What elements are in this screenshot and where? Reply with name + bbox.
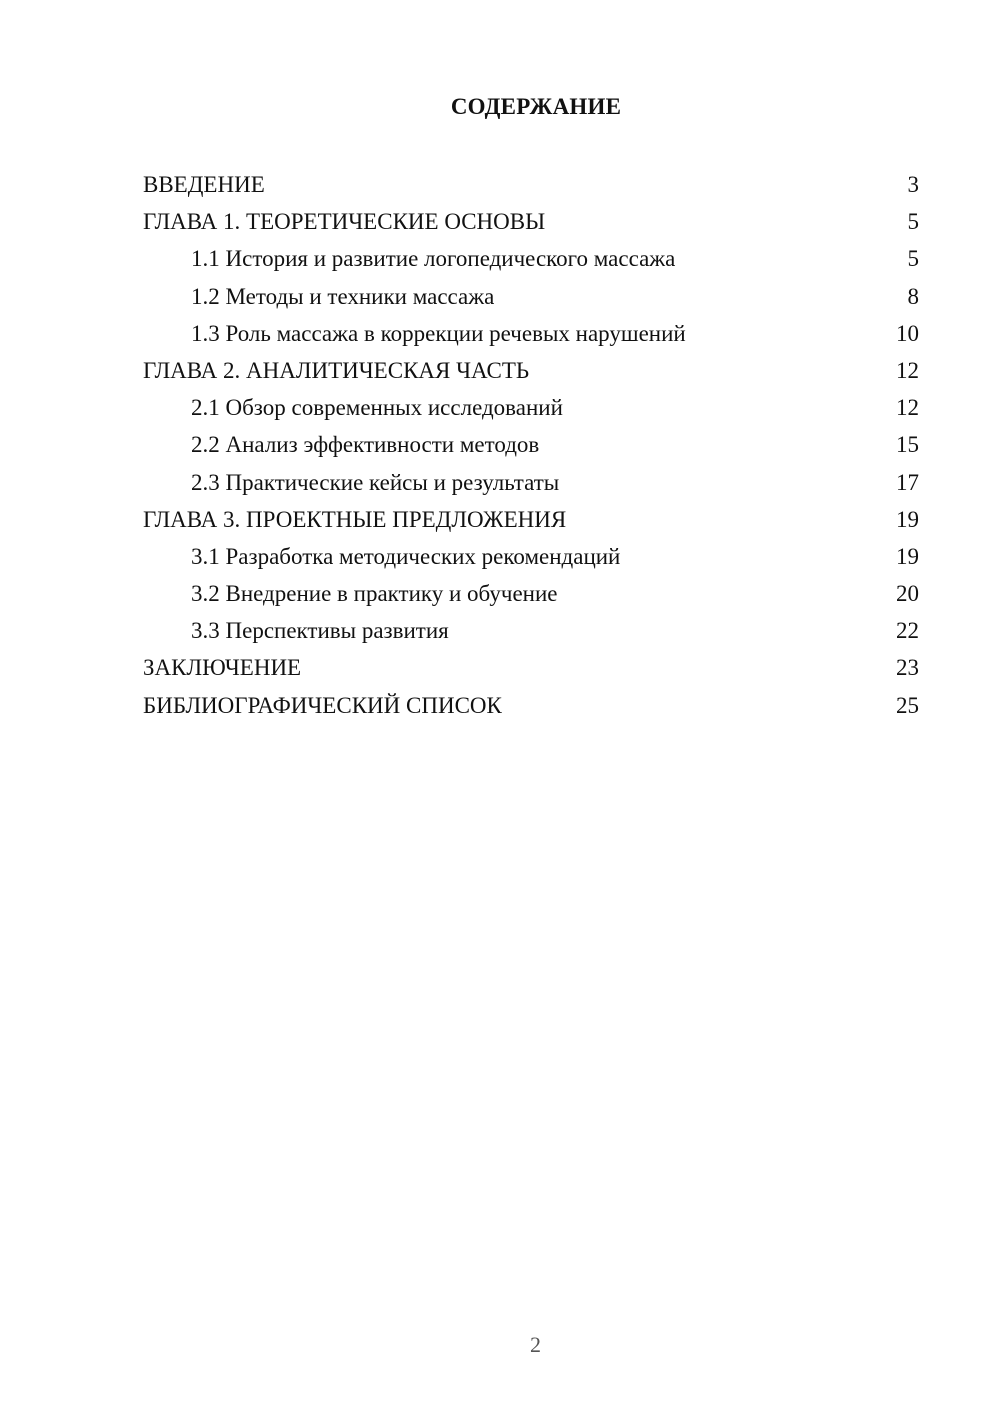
toc-entry-label: БИБЛИОГРАФИЧЕСКИЙ СПИСОК — [143, 692, 502, 718]
toc-entry-page: 8 — [907, 283, 919, 309]
toc-entry-chapter-3 — [143, 501, 919, 538]
toc-entry-section-3-3 — [143, 612, 919, 649]
toc-entry-label: 2.3 Практические кейсы и результаты — [191, 469, 560, 495]
toc-entry-label: ГЛАВА 2. АНАЛИТИЧЕСКАЯ ЧАСТЬ — [143, 357, 530, 383]
toc-entry-section-3-1 — [143, 538, 919, 575]
toc-entry-page: 17 — [896, 469, 919, 495]
toc-entry-page: 3 — [907, 172, 919, 197]
toc-entry-page: 12 — [896, 357, 919, 383]
toc-entry-label: 2.2 Анализ эффективности методов — [191, 432, 540, 458]
toc-entry-chapter-1 — [143, 203, 919, 240]
toc-entry-label: ГЛАВА 3. ПРОЕКТНЫЕ ПРЕДЛОЖЕНИЯ — [143, 506, 567, 532]
toc-entry-page: 20 — [896, 581, 919, 607]
toc-entry-conclusion — [143, 649, 919, 686]
toc-entry-chapter-2 — [143, 352, 919, 389]
toc-entry-page: 19 — [896, 506, 919, 532]
toc-entry-page: 12 — [896, 395, 919, 421]
toc-entry-page: 5 — [907, 246, 919, 272]
toc-entry-introduction — [143, 166, 919, 203]
page-number: 2 — [530, 1332, 541, 1357]
table-of-contents — [143, 166, 919, 724]
toc-entry-page: 23 — [896, 655, 919, 681]
toc-entry-section-2-1 — [143, 389, 919, 426]
toc-entry-page: 5 — [907, 209, 919, 235]
toc-entry-page: 10 — [896, 320, 919, 346]
toc-entry-section-1-3 — [143, 315, 919, 352]
toc-entry-label: ЗАКЛЮЧЕНИЕ — [143, 655, 302, 681]
toc-entry-label: 2.1 Обзор современных исследований — [191, 395, 563, 421]
page-title: СОДЕРЖАНИЕ — [450, 94, 622, 119]
toc-entry-label: 1.3 Роль массажа в коррекции речевых нарушений — [191, 320, 686, 346]
toc-entry-label: 1.1 История и развитие логопедического массажа — [191, 246, 676, 272]
toc-entry-label: 3.1 Разработка методических рекомендаций — [191, 543, 621, 569]
toc-entry-page: 25 — [896, 692, 919, 718]
toc-entry-section-2-2 — [143, 426, 919, 463]
toc-entry-section-2-3 — [143, 464, 919, 501]
toc-entry-page: 19 — [896, 543, 919, 569]
toc-entry-section-3-2 — [143, 575, 919, 612]
toc-entry-bibliography — [143, 687, 919, 724]
toc-entry-label: ГЛАВА 1. ТЕОРЕТИЧЕСКИЕ ОСНОВЫ — [143, 209, 546, 235]
toc-entry-page: 22 — [896, 618, 919, 644]
toc-entry-section-1-1 — [143, 240, 919, 277]
toc-entry-label: ВВЕДЕНИЕ — [143, 172, 265, 197]
toc-entry-label: 1.2 Методы и техники массажа — [191, 283, 495, 309]
toc-entry-label: 3.2 Внедрение в практику и обучение — [191, 581, 558, 607]
toc-entry-label: 3.3 Перспективы развития — [191, 618, 449, 644]
toc-entry-section-1-2 — [143, 278, 919, 315]
toc-entry-page: 15 — [896, 432, 919, 458]
